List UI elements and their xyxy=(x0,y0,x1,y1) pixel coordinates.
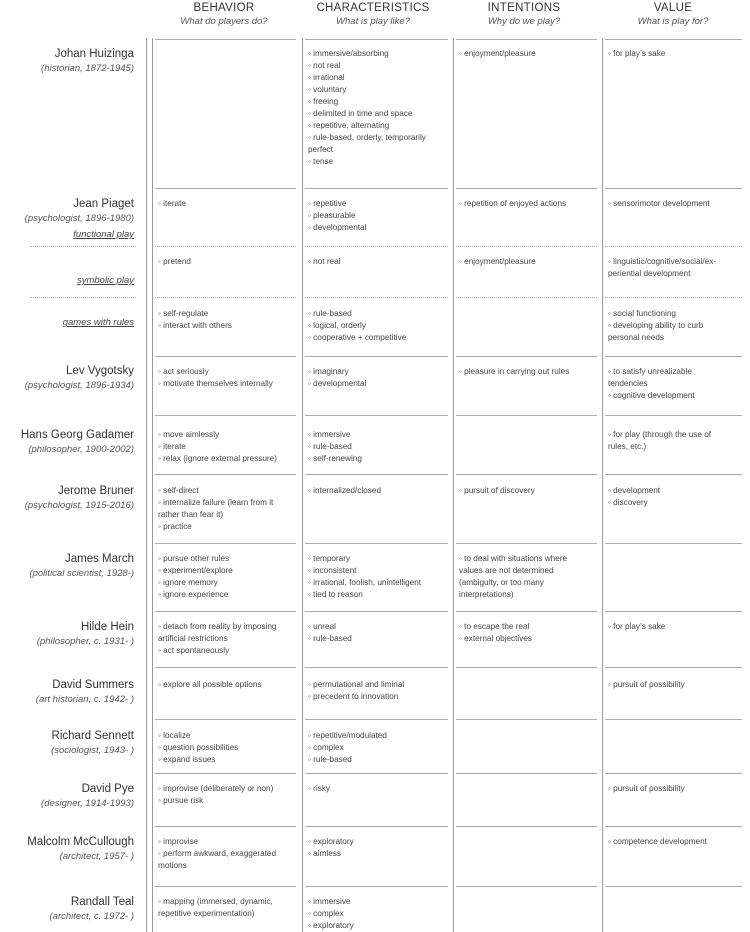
table-cell xyxy=(308,679,404,703)
column-divider xyxy=(602,38,603,932)
table-cell xyxy=(158,553,233,601)
table-cell xyxy=(158,429,277,465)
table-cell xyxy=(158,730,238,766)
cell-line: ◦ pleasure in carrying out rules xyxy=(459,367,570,376)
row-divider xyxy=(456,188,597,189)
cell-line: ◦ pursue risk xyxy=(158,796,204,805)
row-divider-dotted xyxy=(30,246,136,247)
cell-line: repetitive experimentation) xyxy=(158,909,255,918)
row-divider xyxy=(155,667,296,668)
row-divider-dotted xyxy=(605,246,742,247)
cell-line: ◦ rule-based xyxy=(308,634,352,643)
row-divider xyxy=(305,826,448,827)
table-cell xyxy=(158,836,276,872)
person-label xyxy=(0,678,134,706)
column-subtitle: Why do we play? xyxy=(487,16,561,27)
cell-line: ◦ detach from reality by imposing xyxy=(158,622,277,631)
cell-line: ◦ repetitive, alternating xyxy=(308,121,390,130)
header-divider xyxy=(605,39,742,40)
cell-line: ◦ to satisfy unrealizable xyxy=(608,367,692,376)
table-cell xyxy=(308,553,421,601)
cell-line: ◦ self-regulate xyxy=(158,309,209,318)
row-divider xyxy=(605,611,742,612)
cell-line: perfect xyxy=(308,145,334,154)
person-label xyxy=(0,47,134,75)
row-divider xyxy=(155,773,296,774)
person-role: (psychologist, 1896-1934) xyxy=(24,380,134,391)
cell-line: ◦ ignore experience xyxy=(158,590,229,599)
row-divider xyxy=(155,356,296,357)
row-divider xyxy=(456,611,597,612)
cell-line: ◦ interact with others xyxy=(158,321,232,330)
cell-line: ◦ permutational and liminal xyxy=(308,680,405,689)
cell-line: ◦ rule-based xyxy=(308,755,352,764)
person-role: (political scientist, 1928-) xyxy=(29,568,134,579)
row-divider xyxy=(155,826,296,827)
row-divider xyxy=(305,188,448,189)
sub-label-games-with-rules: games with rules xyxy=(62,317,134,328)
table-cell xyxy=(158,366,273,390)
cell-line: ◦ not real xyxy=(308,257,341,266)
row-divider xyxy=(305,886,448,887)
row-divider xyxy=(456,415,597,416)
cell-line: ◦ iterate xyxy=(158,199,186,208)
cell-line: ◦ to deal with situations where xyxy=(459,554,568,563)
cell-line: ◦ cognitive development xyxy=(608,391,695,400)
cell-line: ◦ developmental xyxy=(308,379,367,388)
cell-line: ◦ irrational xyxy=(308,73,345,82)
row-divider xyxy=(605,886,742,887)
cell-line: ◦ pleasurable xyxy=(308,211,356,220)
person-name: Richard Sennett xyxy=(51,730,134,742)
cell-line: ◦ to escape the real xyxy=(459,622,530,631)
row-divider-dotted xyxy=(605,297,742,298)
cell-line: ◦ risky xyxy=(308,784,331,793)
cell-line: ◦ motivate themselves internally xyxy=(158,379,273,388)
person-name: Hilde Hein xyxy=(80,621,134,633)
cell-line: ◦ freeing xyxy=(308,97,339,106)
column-subtitle: What is play for? xyxy=(637,16,709,27)
cell-line: ◦ competence development xyxy=(608,837,707,846)
cell-line: tendencies xyxy=(608,379,648,388)
cell-line: ◦ immersive/absorbing xyxy=(308,49,389,58)
column-divider xyxy=(302,38,303,932)
row-divider xyxy=(155,188,296,189)
table-cell xyxy=(459,621,532,645)
table-cell xyxy=(459,48,536,60)
table-cell xyxy=(158,621,277,657)
column-title: CHARACTERISTICS xyxy=(316,2,430,14)
row-divider xyxy=(305,667,448,668)
row-divider xyxy=(605,415,742,416)
cell-line: ◦ external objectives xyxy=(459,634,532,643)
person-role: (designer, 1914-1993) xyxy=(41,798,134,809)
table-cell xyxy=(158,308,232,332)
row-divider xyxy=(155,719,296,720)
cell-line: ◦ inconsistent xyxy=(308,566,357,575)
row-divider xyxy=(605,543,742,544)
row-divider xyxy=(456,474,597,475)
row-divider xyxy=(605,719,742,720)
table-cell xyxy=(459,256,536,268)
cell-line: rather than fear it) xyxy=(158,510,224,519)
cell-line: ◦ internalize failure (learn from it xyxy=(158,498,274,507)
column-divider xyxy=(146,38,147,932)
cell-line: ◦ enjoyment/pleasure xyxy=(459,49,536,58)
cell-line: ◦ rule-based xyxy=(308,309,352,318)
header-divider xyxy=(155,39,296,40)
person-label xyxy=(0,729,134,757)
person-role: (psychologist, 1915-2016) xyxy=(24,500,134,511)
table-cell xyxy=(158,679,262,691)
person-label xyxy=(0,782,134,810)
cell-line: ◦ repetition of enjoyed actions xyxy=(459,199,567,208)
cell-line: ◦ expand issues xyxy=(158,755,216,764)
table-cell xyxy=(608,308,703,344)
cell-line: ◦ act spontaneously xyxy=(158,646,230,655)
row-divider xyxy=(155,474,296,475)
cell-line: ◦ rule-based, orderly, temporarily xyxy=(308,133,426,142)
table-cell xyxy=(308,366,366,390)
row-divider xyxy=(605,188,742,189)
row-divider xyxy=(456,719,597,720)
person-label xyxy=(0,428,134,456)
person-role: (philosopher, 1900-2002) xyxy=(28,444,134,455)
table-cell xyxy=(308,48,426,168)
cell-line: ◦ tied to reason xyxy=(308,590,363,599)
sub-label-symbolic-play: symbolic play xyxy=(76,275,134,286)
header-divider xyxy=(305,39,448,40)
table-cell xyxy=(608,783,685,795)
row-divider xyxy=(155,543,296,544)
table-cell xyxy=(158,198,186,210)
person-role: (architect, c. 1972- ) xyxy=(49,911,134,922)
row-divider-dotted xyxy=(155,297,296,298)
cell-line: ◦ pretend xyxy=(158,257,191,266)
cell-line: ◦ repetitive/modulated xyxy=(308,731,387,740)
person-name: Lev Vygotsky xyxy=(66,365,134,377)
cell-line: ◦ for play’s sake xyxy=(608,49,666,58)
row-divider xyxy=(456,886,597,887)
row-divider xyxy=(605,356,742,357)
person-name: David Summers xyxy=(52,679,134,691)
table-cell xyxy=(158,256,191,268)
cell-line: motions xyxy=(158,861,187,870)
cell-line: ◦ not real xyxy=(308,61,341,70)
row-divider xyxy=(456,773,597,774)
cell-line: ◦ tense xyxy=(308,157,334,166)
cell-line: ◦ relax (ignore external pressure) xyxy=(158,454,277,463)
cell-line: ◦ pursuit of possibility xyxy=(608,784,685,793)
cell-line: ◦ rule-based xyxy=(308,442,352,451)
cell-line: ◦ question possibilities xyxy=(158,743,239,752)
row-divider xyxy=(305,356,448,357)
cell-line: ◦ complex xyxy=(308,743,344,752)
row-divider xyxy=(305,543,448,544)
cell-line: ◦ explore all possible options xyxy=(158,680,262,689)
column-header-behavior xyxy=(149,2,299,27)
row-divider xyxy=(605,826,742,827)
cell-line: ◦ voluntary xyxy=(308,85,347,94)
table-cell xyxy=(308,485,381,497)
cell-line: ◦ experiment/explore xyxy=(158,566,233,575)
row-divider xyxy=(305,415,448,416)
table-cell xyxy=(308,198,366,234)
cell-line: rules, etc.) xyxy=(608,442,647,451)
person-label xyxy=(0,364,134,392)
cell-line: periential development xyxy=(608,269,691,278)
cell-line: interpretations) xyxy=(459,590,514,599)
row-divider xyxy=(605,474,742,475)
row-divider xyxy=(456,826,597,827)
cell-line: ◦ improvise xyxy=(158,837,199,846)
cell-line: ◦ immersive xyxy=(308,430,351,439)
row-divider xyxy=(155,611,296,612)
cell-line: ◦ act seriously xyxy=(158,367,209,376)
cell-line: ◦ developing ability to curb xyxy=(608,321,704,330)
row-divider xyxy=(305,611,448,612)
cell-line: ◦ move aimlessly xyxy=(158,430,220,439)
sub-label-functional-play: functional play xyxy=(73,229,134,240)
column-title: INTENTIONS xyxy=(487,2,561,14)
cell-line: personal needs xyxy=(608,333,664,342)
cell-line: ◦ localize xyxy=(158,731,191,740)
column-header-characteristics xyxy=(298,2,448,27)
person-name: Jerome Bruner xyxy=(57,485,134,497)
column-title: VALUE xyxy=(653,2,693,14)
header-divider xyxy=(456,39,597,40)
cell-line: ◦ precedent to innovation xyxy=(308,692,399,701)
person-role: (philosopher, c. 1931- ) xyxy=(36,636,134,647)
row-divider-dotted xyxy=(155,246,296,247)
row-divider xyxy=(305,719,448,720)
table-cell xyxy=(608,48,665,60)
person-name: James March xyxy=(64,553,134,565)
row-divider xyxy=(605,667,742,668)
cell-line: ◦ exploratory xyxy=(308,921,354,930)
table-cell xyxy=(608,429,711,453)
cell-line: ◦ pursue other rules xyxy=(158,554,230,563)
cell-line: ◦ internalized/closed xyxy=(308,486,381,495)
table-cell xyxy=(308,621,352,645)
cell-line: ◦ pursuit of possibility xyxy=(608,680,685,689)
person-label xyxy=(0,895,134,923)
cell-line: ◦ exploratory xyxy=(308,837,354,846)
row-divider-dotted xyxy=(305,246,448,247)
column-subtitle: What is play like? xyxy=(336,16,410,27)
row-divider-dotted xyxy=(305,297,448,298)
table-cell xyxy=(608,256,716,280)
table-cell xyxy=(459,366,569,378)
column-divider xyxy=(152,38,153,932)
cell-line: ◦ improvise (deliberately or non) xyxy=(158,784,274,793)
cell-line: ◦ cooperative + competitive xyxy=(308,333,407,342)
cell-line: ◦ logical, orderly xyxy=(308,321,366,330)
row-divider xyxy=(605,773,742,774)
row-divider-dotted xyxy=(456,297,597,298)
row-divider xyxy=(305,474,448,475)
person-role: (sociologist, 1943- ) xyxy=(51,745,134,756)
row-divider xyxy=(456,543,597,544)
cell-line: ◦ repetitive xyxy=(308,199,347,208)
table-cell xyxy=(308,308,406,344)
row-divider xyxy=(155,886,296,887)
person-label xyxy=(0,484,134,512)
table-cell xyxy=(608,485,660,509)
column-subtitle: What do players do? xyxy=(180,16,268,27)
column-title: BEHAVIOR xyxy=(193,2,255,14)
table-cell xyxy=(459,485,535,497)
cell-line: ◦ ignore memory xyxy=(158,578,218,587)
row-divider xyxy=(456,667,597,668)
table-cell xyxy=(308,256,341,268)
table-cell xyxy=(158,485,273,533)
person-role: (historian, 1872-1945) xyxy=(41,63,134,74)
table-cell xyxy=(308,429,362,465)
row-divider-dotted xyxy=(456,246,597,247)
person-role: (psychologist, 1896-1980) xyxy=(24,213,134,224)
cell-line: ◦ self-renewing xyxy=(308,454,362,463)
table-cell xyxy=(158,896,273,920)
cell-line: ◦ pursuit of discovery xyxy=(459,486,535,495)
table-cell xyxy=(158,783,273,807)
cell-line: ◦ delimited in time and space xyxy=(308,109,413,118)
cell-line: ◦ developmental xyxy=(308,223,367,232)
cell-line: ◦ aimless xyxy=(308,849,341,858)
cell-line: (ambiguity, or too many xyxy=(459,578,544,587)
table-cell xyxy=(608,366,695,402)
cell-line: values are not determined xyxy=(459,566,554,575)
cell-line: ◦ enjoyment/pleasure xyxy=(459,257,536,266)
person-role: (art historian, c. 1942- ) xyxy=(35,694,134,705)
person-name: Johan Huizinga xyxy=(54,48,134,60)
person-name: David Pye xyxy=(81,783,134,795)
cell-line: ◦ complex xyxy=(308,909,344,918)
table-cell xyxy=(608,198,710,210)
table-cell xyxy=(308,783,330,795)
cell-line: ◦ practice xyxy=(158,522,192,531)
person-name: Hans Georg Gadamer xyxy=(20,429,134,441)
row-divider xyxy=(456,356,597,357)
table-cell xyxy=(608,679,685,691)
cell-line: ◦ self-direct xyxy=(158,486,199,495)
table-cell xyxy=(608,836,707,848)
person-name: Randall Teal xyxy=(70,896,134,908)
row-divider xyxy=(155,415,296,416)
cell-line: ◦ unreal xyxy=(308,622,336,631)
cell-line: ◦ social functioning xyxy=(608,309,676,318)
cell-line: ◦ perform awkward, exaggerated xyxy=(158,849,277,858)
cell-line: ◦ discovery xyxy=(608,498,648,507)
column-header-intentions xyxy=(449,2,599,27)
cell-line: ◦ immersive xyxy=(308,897,351,906)
cell-line: ◦ temporary xyxy=(308,554,351,563)
table-cell xyxy=(308,896,354,932)
table-cell xyxy=(308,730,387,766)
row-divider-dotted xyxy=(30,297,136,298)
person-name: Malcolm McCullough xyxy=(27,836,134,848)
row-divider xyxy=(305,773,448,774)
cell-line: ◦ for play (through the use of xyxy=(608,430,712,439)
table-cell xyxy=(459,553,567,601)
cell-line: ◦ linguistic/cognitive/social/ex- xyxy=(608,257,717,266)
cell-line: ◦ mapping (immersed, dynamic, xyxy=(158,897,273,906)
cell-line: ◦ imaginary xyxy=(308,367,349,376)
person-label xyxy=(0,552,134,580)
cell-line: ◦ development xyxy=(608,486,661,495)
person-label xyxy=(0,835,134,863)
person-label xyxy=(0,197,134,225)
person-label xyxy=(0,620,134,648)
person-role: (architect, 1957- ) xyxy=(59,851,134,862)
cell-line: ◦ iterate xyxy=(158,442,186,451)
table-cell xyxy=(608,621,665,633)
person-name: Jean Piaget xyxy=(73,198,134,210)
column-header-value xyxy=(598,2,748,27)
table-cell xyxy=(459,198,566,210)
column-divider xyxy=(453,38,454,932)
cell-line: artificial restrictions xyxy=(158,634,228,643)
cell-line: ◦ sensorimotor development xyxy=(608,199,710,208)
cell-line: ◦ irrational, foolish, unintelligent xyxy=(308,578,422,587)
cell-line: ◦ for play’s sake xyxy=(608,622,666,631)
table-cell xyxy=(308,836,354,860)
